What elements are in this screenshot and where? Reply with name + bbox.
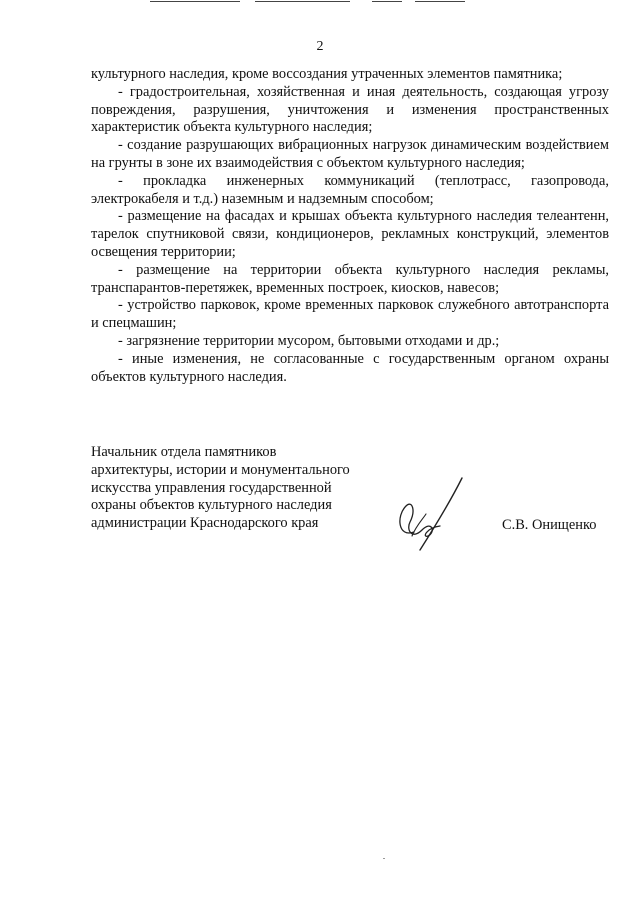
paragraph: - устройство парковок, кроме временных парковок служебного автотранспорта и спецмашин; <box>91 297 609 332</box>
document-body <box>91 66 609 386</box>
signatory-title-line: архитектуры, истории и монументального <box>91 461 350 478</box>
paragraph: - градостроительная, хозяйственная и иная деятельность, создающая угрозу повреждения, разрушения, уничтожения и изменения пространственных характеристик объекта культурного наследия; <box>91 83 609 136</box>
signatory-title <box>91 444 391 533</box>
handwritten-signature <box>392 476 472 556</box>
paragraph: - размещение на территории объекта культурного наследия рекламы, транспарантов-перетяжек, временных построек, киосков, навесов; <box>91 261 609 296</box>
signatory-title-line: искусства управления государственной <box>91 479 332 496</box>
paragraph: - загрязнение территории мусором, бытовыми отходами и др.; <box>118 332 500 349</box>
paragraph: - иные изменения, не согласованные с государственным органом охраны объектов культурного наследия. <box>91 350 609 385</box>
scan-edge-artifact <box>0 0 640 6</box>
paragraph: культурного наследия, кроме воссоздания утраченных элементов памятника; <box>91 66 563 82</box>
signatory-title-line: охраны объектов культурного наследия <box>91 497 332 514</box>
signatory-title-line: Начальник отдела памятников <box>91 444 277 460</box>
paragraph: - создание разрушающих вибрационных нагрузок динамическим воздействием на грунты в зоне их взаимодействия с объектом культурного наследия; <box>91 137 609 171</box>
signer-name: С.В. Онищенко <box>502 517 597 533</box>
paragraph: - размещение на фасадах и крышах объекта культурного наследия телеантенн, тарелок спутниковой связи, кондиционеров, рекламных конструкций, элементов освещения территории; <box>91 208 609 260</box>
signatory-title-line: администрации Краснодарского края <box>91 515 319 532</box>
page-number: 2 <box>316 39 324 54</box>
paragraph: - прокладка инженерных коммуникаций (теплотрасс, газопровода, электрокабеля и т.д.) наземным и надземным способом; <box>91 172 609 207</box>
scan-speck <box>383 858 385 859</box>
